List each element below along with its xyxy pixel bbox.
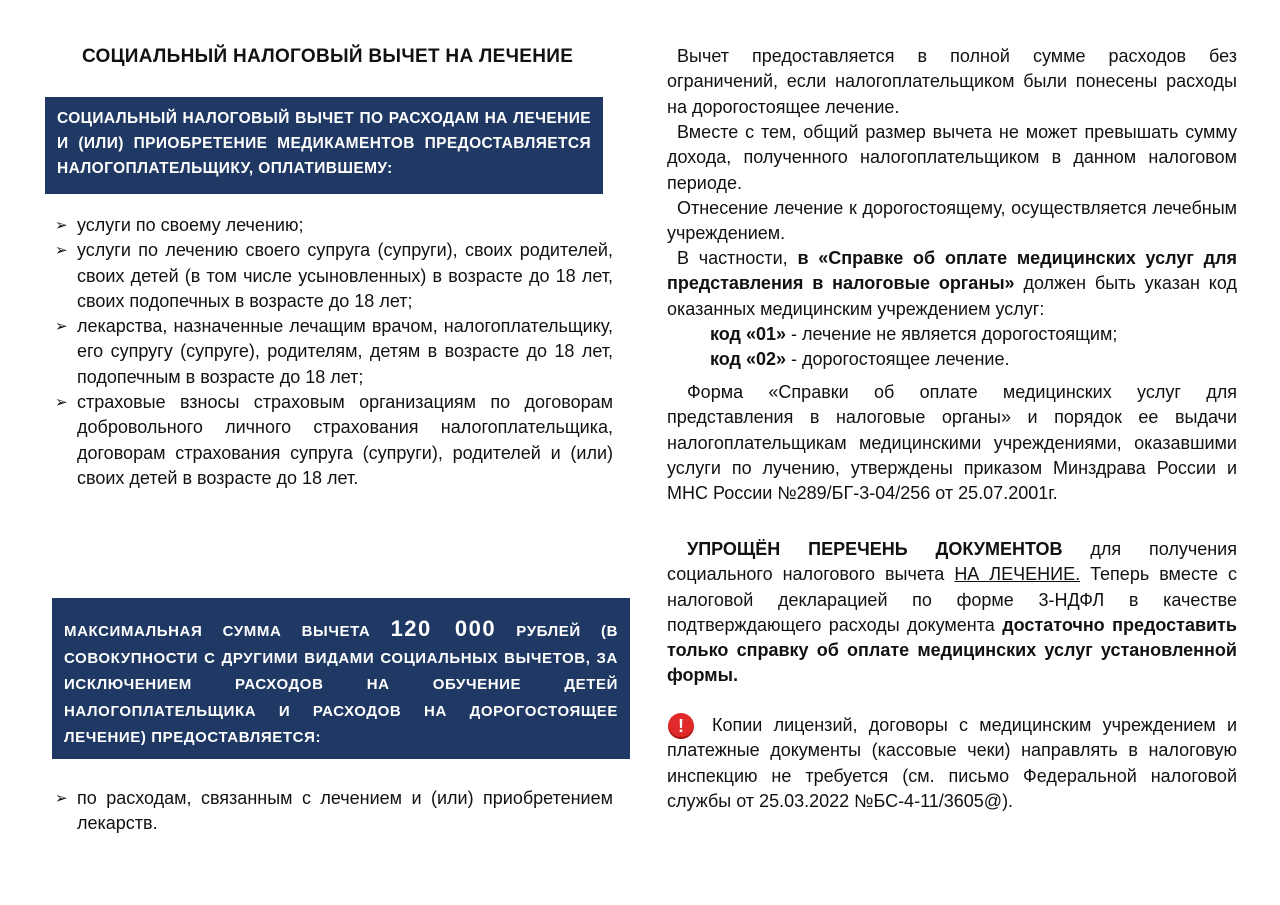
paragraph-no-copies-needed: Копии лицензий, договоры с медицинским учреждением и платежные документы (кассовые чеки) направлять в налоговую инспекцию не требуется (см. письмо Федеральной налоговой службы от 25.03.2022 №БС-4-11/3605@). <box>667 715 1237 811</box>
exclamation-icon: ! <box>668 713 694 739</box>
paragraph-simplified-docs: УПРОЩЁН ПЕРЕЧЕНЬ ДОКУМЕНТОВ для получения социального налогового вычета НА ЛЕЧЕНИЕ. Теперь вместе с налоговой декларацией по форме 3-НДФЛ в качестве подтверждающего расходы документа достаточно предоставить только справку об оплате медицинских услуг установленной формы. <box>667 539 1237 686</box>
arrow-bullet-icon: ➢ <box>55 242 68 260</box>
list-item: ➢ страховые взносы страховым организациям по договорам добровольного личного страхования налогоплательщика, договорам страхования супруга (супруги), родителей и (или) своих детей в возрасте до 18 лет. <box>55 392 613 488</box>
list-item: ➢ лекарства, назначенные лечащим врачом, налогоплательщику, его супругу (супруге), родителям, детям в возрасте до 18 лет, подопечным в возрасте до 18 лет; <box>55 316 613 387</box>
paragraph-income-limit: Вместе с тем, общий размер вычета не может превышать сумму дохода, полученного налогоплательщиком в данном налоговом периоде. <box>667 122 1237 193</box>
max-amount-lead: МАКСИМАЛЬНАЯ СУММА ВЫЧЕТА <box>64 623 391 640</box>
list-item: ➢ по расходам, связанным с лечением и (или) приобретением лекарств. <box>55 788 613 834</box>
max-amount-tail: РУБЛЕЙ (В СОВОКУПНОСТИ С ДРУГИМИ ВИДАМИ СОЦИАЛЬНЫХ ВЫЧЕТОВ, ЗА ИСКЛЮЧЕНИЕМ РАСХОДОВ НА ОБУЧЕНИЕ ДЕТЕЙ НАЛОГОПЛАТЕЛЬЩИКА И РАСХОДОВ НА ДОРОГОСТОЯЩЕЕ ЛЕЧЕНИЕ) ПРЕДОСТАВЛЯЕТСЯ: <box>64 623 619 746</box>
code-02-line: код «02» - дорогостоящее лечение. <box>710 349 1010 369</box>
arrow-bullet-icon: ➢ <box>55 217 68 234</box>
info-box-max-amount <box>52 598 630 759</box>
paragraph-full-amount: Вычет предоставляется в полной сумме расходов без ограничений, если налогоплательщиком были понесены расходы на дорогостоящее лечение. <box>667 46 1237 117</box>
arrow-bullet-icon: ➢ <box>55 318 68 336</box>
max-amount-value: 120 000 <box>390 616 497 641</box>
paragraph-form-order: Форма «Справки об оплате медицинских услуг для представления в налоговые органы» и порядок ее выдачи налогоплательщикам медицинскими учреждениями, оказавшими услуги по лучению, утверждены приказом Минздрава России и МНС России №289/БГ-3-04/256 от 25.07.2001г. <box>667 382 1237 504</box>
applies-list <box>55 786 613 837</box>
code-01-line: код «01» - лечение не является дорогостоящим; <box>710 324 1118 344</box>
expense-list <box>55 213 613 491</box>
arrow-bullet-icon: ➢ <box>55 790 68 807</box>
info-box-recipients: СОЦИАЛЬНЫЙ НАЛОГОВЫЙ ВЫЧЕТ ПО РАСХОДАМ НА ЛЕЧЕНИЕ И (ИЛИ) ПРИОБРЕТЕНИЕ МЕДИКАМЕНТОВ ПРЕДОСТАВЛЯЕТСЯ НАЛОГОПЛАТЕЛЬЩИКУ, ОПЛАТИВШЕМУ: <box>45 97 603 194</box>
arrow-bullet-icon: ➢ <box>55 394 68 412</box>
paragraph-certificate: В частности, в «Справке об оплате медицинских услуг для представления в налоговые органы» должен быть указан код оказанных медицинским учреждением услуг: <box>667 248 1237 319</box>
page-title: СОЦИАЛЬНЫЙ НАЛОГОВЫЙ ВЫЧЕТ НА ЛЕЧЕНИЕ <box>82 46 574 67</box>
list-item: ➢ услуги по своему лечению; <box>55 213 613 238</box>
list-item: ➢ услуги по лечению своего супруга (супруги), своих родителей, своих детей (в том числе усыновленных) в возрасте до 18 лет, своих подопечных в возрасте до 18 лет; <box>55 240 613 311</box>
paragraph-classification: Отнесение лечение к дорогостоящему, осуществляется лечебным учреждением. <box>667 198 1237 244</box>
